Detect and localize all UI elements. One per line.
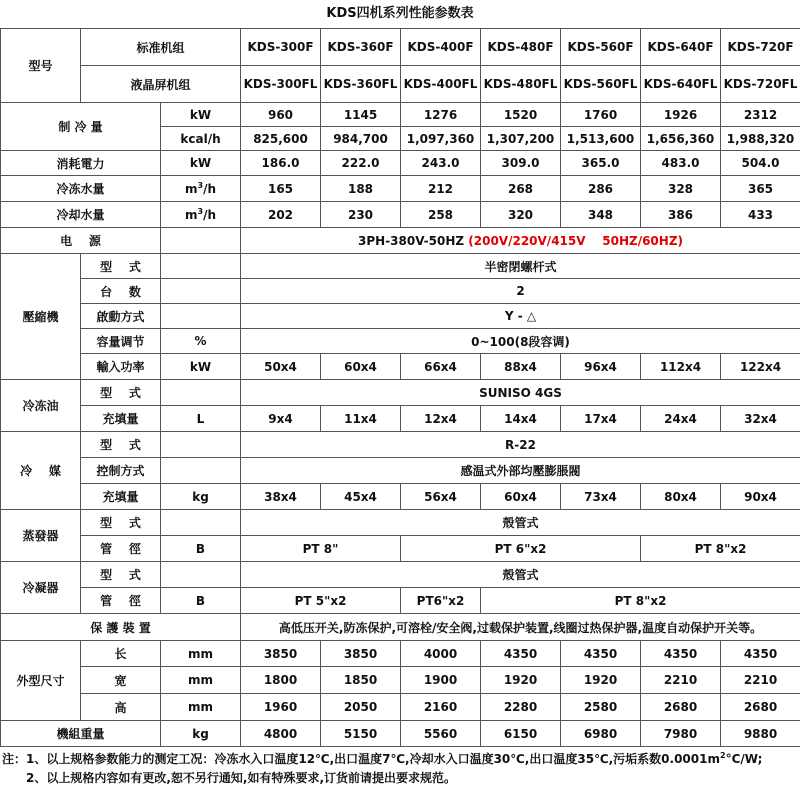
value-cell: 50x4	[241, 354, 321, 380]
value-cell: 6980	[561, 721, 641, 747]
weight-row	[1, 721, 800, 747]
value-cell: 4000	[401, 641, 481, 667]
model-cell: KDS-360FL	[321, 66, 401, 103]
unit-cell	[161, 202, 241, 228]
value-cell: 1145	[321, 103, 401, 127]
chilled-water-row	[1, 176, 800, 202]
compressor-input-row	[1, 354, 800, 380]
chilled-water-label: 冷冻水量	[1, 176, 161, 202]
power-supply-alt-frequency: 50HZ/60HZ)	[602, 233, 684, 248]
cooling-water-row	[1, 202, 800, 228]
value-cell: 3850	[321, 641, 401, 667]
model-cell: KDS-640FL	[641, 66, 721, 103]
model-row-standard	[1, 29, 800, 66]
spec-table	[0, 28, 800, 747]
compressor-count-row	[1, 279, 800, 304]
value-cell: 12x4	[401, 406, 481, 432]
value-cell: 433	[721, 202, 800, 228]
power-supply-label: 电 源	[1, 228, 161, 254]
value-cell: 60x4	[321, 354, 401, 380]
cooling-kw-row	[1, 103, 800, 127]
value-cell: 268	[481, 176, 561, 202]
unit-cell: mm	[161, 694, 241, 721]
merged-value: 0~100(8段容调)	[241, 329, 800, 354]
unit-cell: kW	[161, 354, 241, 380]
row-label: 型 式	[81, 254, 161, 279]
refrigerant-charge-row	[1, 484, 800, 510]
row-label: 充填量	[81, 484, 161, 510]
value-cell: 186.0	[241, 151, 321, 176]
compressor-start-row	[1, 304, 800, 329]
power-supply-alt-voltage: (200V/220V/415V	[468, 233, 586, 248]
unit-base: m	[184, 181, 198, 196]
value-cell: 66x4	[401, 354, 481, 380]
row-label: 啟動方式	[81, 304, 161, 329]
unit-cell	[161, 176, 241, 202]
model-cell: KDS-720FL	[721, 66, 800, 103]
footnote-1-superscript: 2	[719, 751, 726, 760]
model-cell: KDS-560F	[561, 29, 641, 66]
row-label: 管 徑	[81, 536, 161, 562]
value-cell: 504.0	[721, 151, 800, 176]
merged-value: 半密閉螺杆式	[241, 254, 800, 279]
row-label: 容量调节	[81, 329, 161, 354]
value-cell: 309.0	[481, 151, 561, 176]
value-cell: 348	[561, 202, 641, 228]
row-label: 型 式	[81, 510, 161, 536]
value-cell: 2580	[561, 694, 641, 721]
row-label: 控制方式	[81, 458, 161, 484]
unit-base: m	[184, 207, 198, 222]
merged-value: 2	[241, 279, 800, 304]
value-cell: 2312	[721, 103, 800, 127]
row-label: 型 式	[81, 562, 161, 588]
evaporator-label: 蒸發器	[1, 510, 81, 562]
dimension-height-row	[1, 694, 800, 721]
value-cell: 122x4	[721, 354, 800, 380]
pipe-size-cell: PT 8"	[241, 536, 401, 562]
row-label: 型 式	[81, 432, 161, 458]
value-cell: 2210	[641, 667, 721, 694]
value-cell: 32x4	[721, 406, 800, 432]
row-label: 高	[81, 694, 161, 721]
unit-cell	[161, 562, 241, 588]
unit-cell	[161, 304, 241, 329]
value-cell: 328	[641, 176, 721, 202]
condenser-type-row	[1, 562, 800, 588]
refrigerant-control-row	[1, 458, 800, 484]
merged-value: 感温式外部均壓膨脹閥	[241, 458, 800, 484]
power-label: 消耗電力	[1, 151, 161, 176]
value-cell: 212	[401, 176, 481, 202]
value-cell: 825,600	[241, 127, 321, 151]
power-supply-value	[241, 228, 800, 254]
unit-cell	[161, 279, 241, 304]
value-cell: 14x4	[481, 406, 561, 432]
pipe-size-cell: PT 8"x2	[481, 588, 800, 614]
value-cell: 4350	[721, 641, 800, 667]
footnote-1	[2, 750, 798, 769]
protection-value: 高低压开关,防冻保护,可溶栓/安全阀,过载保护装置,线圈过热保护器,温度自动保护开关等。	[241, 614, 800, 641]
merged-value: 殼管式	[241, 562, 800, 588]
value-cell: 4800	[241, 721, 321, 747]
row-label: 充填量	[81, 406, 161, 432]
value-cell: 483.0	[641, 151, 721, 176]
value-cell: 1900	[401, 667, 481, 694]
pipe-size-cell: PT 6"x2	[401, 536, 641, 562]
value-cell: 1,988,320	[721, 127, 800, 151]
merged-value: R-22	[241, 432, 800, 458]
value-cell: 4350	[481, 641, 561, 667]
value-cell: 1,307,200	[481, 127, 561, 151]
value-cell: 2280	[481, 694, 561, 721]
unit-superscript: 3	[197, 180, 204, 190]
weight-label: 機組重量	[1, 721, 161, 747]
condenser-pipe-row	[1, 588, 800, 614]
value-cell: 286	[561, 176, 641, 202]
model-cell: KDS-480FL	[481, 66, 561, 103]
value-cell: 188	[321, 176, 401, 202]
value-cell: 3850	[241, 641, 321, 667]
model-cell: KDS-400F	[401, 29, 481, 66]
table-title: KDS四机系列性能参数表	[326, 6, 474, 21]
value-cell: 2680	[721, 694, 800, 721]
value-cell: 1520	[481, 103, 561, 127]
unit-superscript: 3	[197, 206, 204, 216]
footnotes	[2, 750, 798, 788]
value-cell: 73x4	[561, 484, 641, 510]
value-cell: 386	[641, 202, 721, 228]
protection-row	[1, 614, 800, 641]
model-label: 型号	[1, 29, 81, 103]
value-cell: 9x4	[241, 406, 321, 432]
value-cell: 7980	[641, 721, 721, 747]
value-cell: 202	[241, 202, 321, 228]
unit-cell: kg	[161, 484, 241, 510]
unit-cell: %	[161, 329, 241, 354]
dimension-length-row	[1, 641, 800, 667]
value-cell: 230	[321, 202, 401, 228]
value-cell: 1920	[481, 667, 561, 694]
footnote-2: 2、以上规格内容如有更改,恕不另行通知,如有特殊要求,订货前请提出要求规范。	[26, 771, 457, 785]
value-cell: 5150	[321, 721, 401, 747]
model-cell: KDS-400FL	[401, 66, 481, 103]
unit-cell: B	[161, 588, 241, 614]
pipe-size-cell: PT6"x2	[401, 588, 481, 614]
value-cell: 1760	[561, 103, 641, 127]
power-supply-row	[1, 228, 800, 254]
value-cell: 2160	[401, 694, 481, 721]
value-cell: 1926	[641, 103, 721, 127]
value-cell: 90x4	[721, 484, 800, 510]
value-cell: 365	[721, 176, 800, 202]
unit-cell: mm	[161, 667, 241, 694]
unit-tail: /h	[203, 207, 217, 222]
value-cell: 1,513,600	[561, 127, 641, 151]
value-cell: 1800	[241, 667, 321, 694]
value-cell: 80x4	[641, 484, 721, 510]
model-cell: KDS-560FL	[561, 66, 641, 103]
unit-cell	[161, 380, 241, 406]
merged-value: SUNISO 4GS	[241, 380, 800, 406]
pipe-size-cell: PT 8"x2	[641, 536, 800, 562]
value-cell: 320	[481, 202, 561, 228]
unit-cell	[161, 432, 241, 458]
row-label: 管 徑	[81, 588, 161, 614]
value-cell: 1920	[561, 667, 641, 694]
model-cell: KDS-720F	[721, 29, 800, 66]
value-cell: 5560	[401, 721, 481, 747]
protection-label: 保 護 裝 置	[1, 614, 241, 641]
compressor-type-row	[1, 254, 800, 279]
unit-cell: mm	[161, 641, 241, 667]
value-cell: 222.0	[321, 151, 401, 176]
unit-cell: L	[161, 406, 241, 432]
oil-type-row	[1, 380, 800, 406]
oil-label: 冷冻油	[1, 380, 81, 432]
footnote-1-text: 注：1、以上规格参数能力的测定工况：冷冻水入口温度12℃,出口温度7℃,冷却水入口温度30℃,出口温度35℃,污垢系数0.0001m	[2, 752, 720, 766]
value-cell: 6150	[481, 721, 561, 747]
value-cell: 2050	[321, 694, 401, 721]
unit-cell	[161, 510, 241, 536]
refrigerant-label: 冷 媒	[1, 432, 81, 510]
value-cell: 1850	[321, 667, 401, 694]
row-label: 台 数	[81, 279, 161, 304]
value-cell: 365.0	[561, 151, 641, 176]
condenser-label: 冷凝器	[1, 562, 81, 614]
cooling-water-label: 冷却水量	[1, 202, 161, 228]
footnote-1-tail: °C/W;	[725, 752, 763, 766]
value-cell: 243.0	[401, 151, 481, 176]
model-cell: KDS-480F	[481, 29, 561, 66]
value-cell: 4350	[561, 641, 641, 667]
row-label: 宽	[81, 667, 161, 694]
value-cell: 1960	[241, 694, 321, 721]
unit-cell: B	[161, 536, 241, 562]
model-cell: KDS-640F	[641, 29, 721, 66]
value-cell: 11x4	[321, 406, 401, 432]
dimension-width-row	[1, 667, 800, 694]
unit-cell: kW	[161, 103, 241, 127]
value-cell: 45x4	[321, 484, 401, 510]
value-cell: 112x4	[641, 354, 721, 380]
value-cell: 96x4	[561, 354, 641, 380]
unit-tail: /h	[203, 181, 217, 196]
model-row-lcd	[1, 66, 800, 103]
value-cell: 2680	[641, 694, 721, 721]
refrigerant-type-row	[1, 432, 800, 458]
unit-cell	[161, 228, 241, 254]
model-cell: KDS-360F	[321, 29, 401, 66]
unit-cell: kW	[161, 151, 241, 176]
unit-cell	[161, 458, 241, 484]
unit-cell	[161, 254, 241, 279]
value-cell: 165	[241, 176, 321, 202]
unit-cell: kg	[161, 721, 241, 747]
value-cell: 9880	[721, 721, 800, 747]
value-cell: 4350	[641, 641, 721, 667]
power-row	[1, 151, 800, 176]
standard-unit-label: 标准机组	[81, 29, 241, 66]
row-label: 輸入功率	[81, 354, 161, 380]
evaporator-type-row	[1, 510, 800, 536]
value-cell: 38x4	[241, 484, 321, 510]
value-cell: 1276	[401, 103, 481, 127]
compressor-capacity-row	[1, 329, 800, 354]
value-cell: 2210	[721, 667, 800, 694]
value-cell: 60x4	[481, 484, 561, 510]
oil-charge-row	[1, 406, 800, 432]
value-cell: 960	[241, 103, 321, 127]
value-cell: 258	[401, 202, 481, 228]
value-cell: 17x4	[561, 406, 641, 432]
dimensions-label: 外型尺寸	[1, 641, 81, 721]
power-supply-text: 3PH-380V-50HZ	[358, 233, 465, 248]
value-cell: 1,656,360	[641, 127, 721, 151]
row-label: 型 式	[81, 380, 161, 406]
value-cell: 1,097,360	[401, 127, 481, 151]
compressor-label: 壓縮機	[1, 254, 81, 380]
row-label: 长	[81, 641, 161, 667]
merged-value: 殼管式	[241, 510, 800, 536]
cooling-label: 制 冷 量	[1, 103, 161, 151]
pipe-size-cell: PT 5"x2	[241, 588, 401, 614]
value-cell: 24x4	[641, 406, 721, 432]
evaporator-pipe-row	[1, 536, 800, 562]
model-cell: KDS-300F	[241, 29, 321, 66]
value-cell: 56x4	[401, 484, 481, 510]
value-cell: 984,700	[321, 127, 401, 151]
model-cell: KDS-300FL	[241, 66, 321, 103]
lcd-unit-label: 液晶屏机组	[81, 66, 241, 103]
merged-value: Y - △	[241, 304, 800, 329]
unit-cell: kcal/h	[161, 127, 241, 151]
value-cell: 88x4	[481, 354, 561, 380]
